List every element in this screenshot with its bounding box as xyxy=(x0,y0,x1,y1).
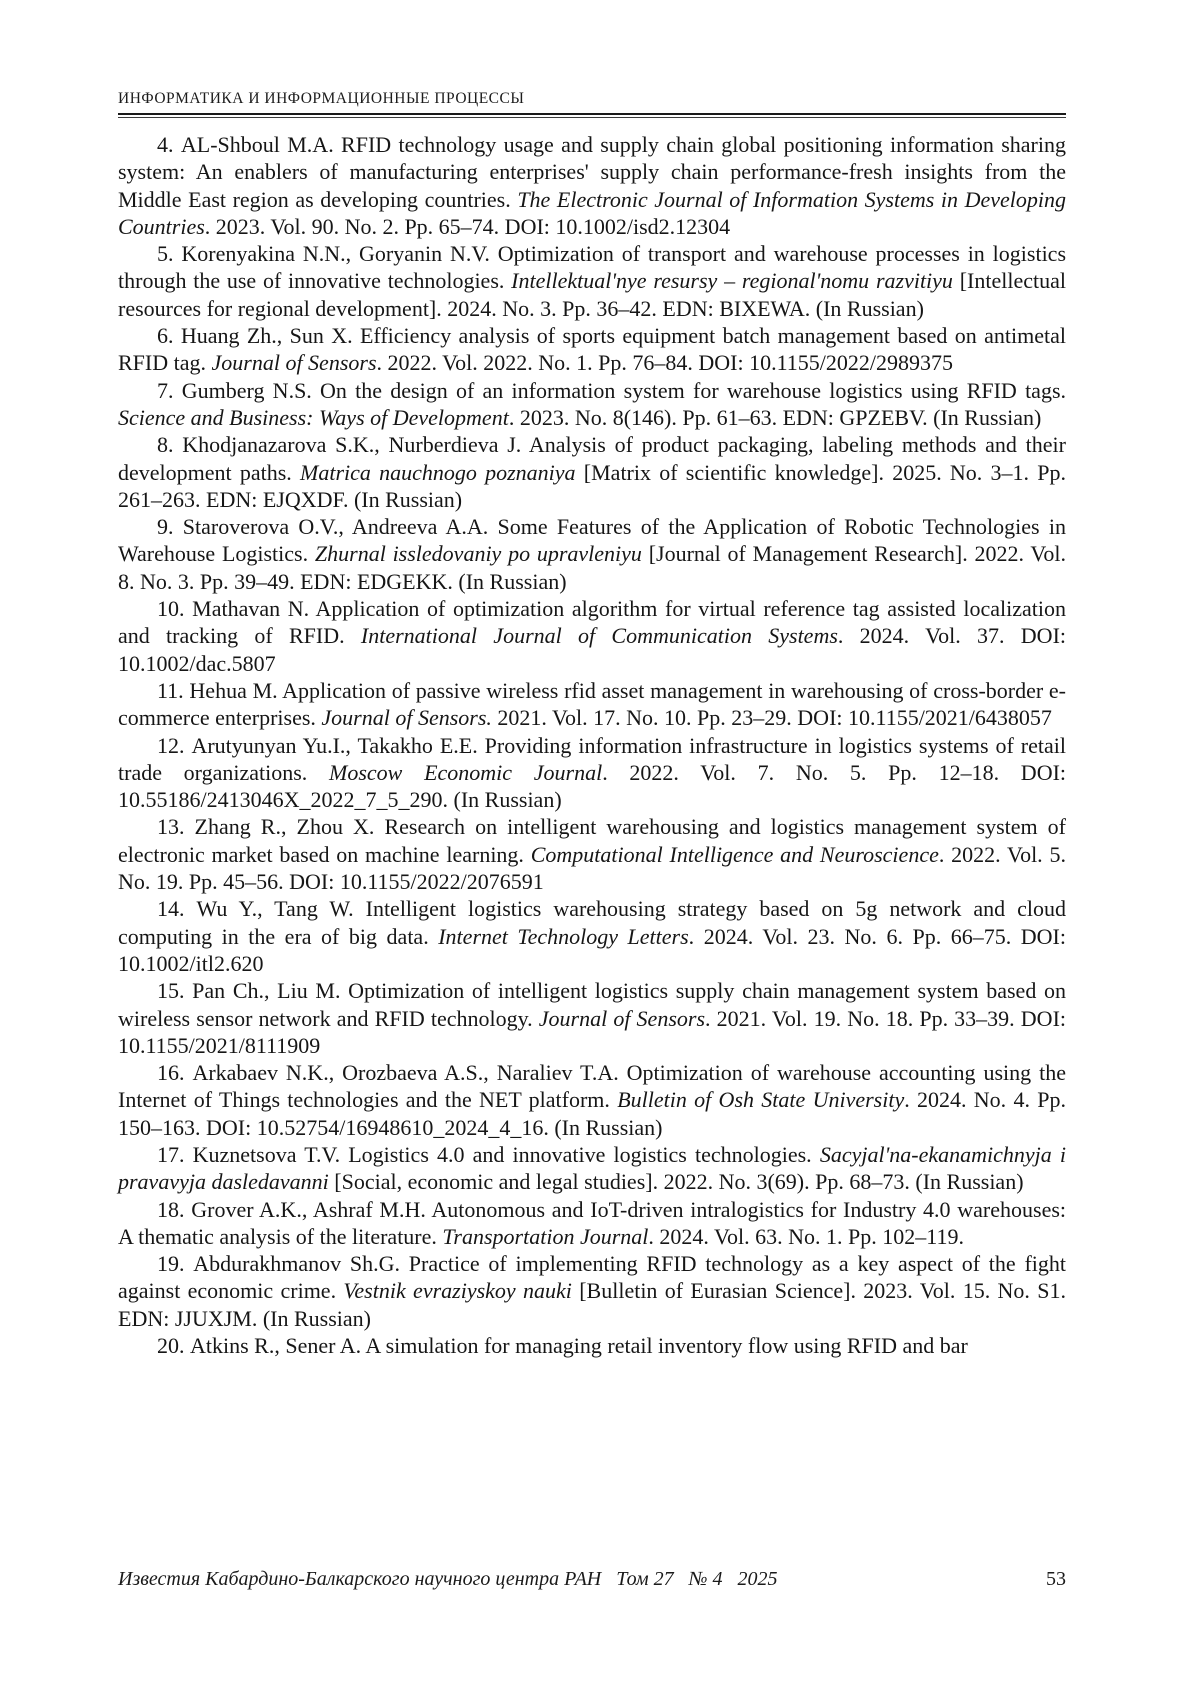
reference-text: . 2024. Vol. 63. No. 1. Pp. 102–119. xyxy=(648,1223,964,1249)
reference-text: Staroverova O.V., Andreeva A.A. Some Features of the Application of Robotic Technologies in Warehouse Logistics. xyxy=(118,514,1067,567)
journal-title: Moscow Economic Journal xyxy=(329,759,603,785)
reference-text: Arutyunyan Yu.I., Takakho E.E. Providing information infrastructure in logistics systems of retail trade organizations. xyxy=(118,732,1066,785)
reference-number: 4. xyxy=(157,132,181,157)
page-footer xyxy=(118,1568,1066,1591)
reference-number: 18. xyxy=(157,1196,192,1222)
reference-number: 12. xyxy=(157,732,192,758)
reference-text: Korenyakina N.N., Goryanin N.V. Optimization of transport and warehouse processes in logistics through the use of innovative technologies. xyxy=(118,241,1067,294)
reference-text: [Intellectual resources for regional development]. 2024. No. 3. Pp. 36–42. EDN: BIXEWA. (In Russian) xyxy=(118,268,1066,321)
reference-item xyxy=(118,431,1066,513)
reference-text: . 2024. No. 4. Pp. 150–163. DOI: 10.52754/16948610_2024_4_16. (In Russian) xyxy=(118,1087,1066,1140)
reference-text: [Matrix of scientific knowledge]. 2025. No. 3–1. Pp. 261–263. EDN: EJQXDF. (In Russian) xyxy=(118,459,1066,512)
reference-number: 6. xyxy=(157,323,181,349)
reference-number: 16. xyxy=(157,1060,193,1086)
running-header xyxy=(118,90,1066,118)
reference-text: Kuznetsova T.V. Logistics 4.0 and innovative logistics technologies. xyxy=(192,1141,820,1167)
reference-number: 15. xyxy=(157,978,193,1004)
journal-imprint: Известия Кабардино-Балкарского научного центра РАН Том 27 № 4 2025 xyxy=(118,1568,778,1590)
reference-text: [Journal of Management Research]. 2022. Vol. 8. No. 3. Pp. 39–49. EDN: EDGEKK. (In Russian) xyxy=(118,541,1066,594)
reference-number: 17. xyxy=(157,1141,193,1167)
reference-text: . 2023. No. 8(146). Pp. 61–63. EDN: GPZEBV. (In Russian) xyxy=(508,404,1042,430)
reference-text: AL-Shboul M.A. RFID technology usage and supply chain global positioning information sharing system: An enablers of manufacturing enterprises' supply chain performance-fresh insights from the Middle East region as developing countries. xyxy=(118,132,1066,212)
reference-number: 9. xyxy=(157,514,183,540)
page-number: 53 xyxy=(1046,1568,1066,1590)
reference-number: 19. xyxy=(157,1251,194,1277)
reference-text: Arkabaev N.K., Orozbaeva A.S., Naraliev T.A. Optimization of warehouse accounting using the Internet of Things technologies and the NET platform. xyxy=(118,1060,1066,1113)
reference-number: 10. xyxy=(157,596,193,622)
reference-number: 11. xyxy=(157,677,190,703)
journal-title: Matrica nauchnogo poznaniya xyxy=(300,459,576,485)
journal-title: Intellektual'nye resursy – regional'nomu razvitiyu xyxy=(511,268,953,294)
reference-number: 5. xyxy=(157,241,182,267)
reference-text: . 2021. Vol. 19. No. 18. Pp. 33–39. DOI: 10.1155/2021/8111909 xyxy=(118,1005,1067,1058)
reference-item xyxy=(118,677,1066,732)
reference-text: . 2023. Vol. 90. No. 2. Pp. 65–74. DOI: 10.1002/isd2.12304 xyxy=(204,213,731,239)
reference-text: . 2024. Vol. 23. No. 6. Pp. 66–75. DOI: 10.1002/itl2.620 xyxy=(118,923,1066,976)
reference-text: . 2022. Vol. 5. No. 19. Pp. 45–56. DOI: 10.1155/2022/2076591 xyxy=(118,841,1066,895)
journal-title: Journal of Sensors xyxy=(538,1005,706,1031)
reference-text: Abdurakhmanov Sh.G. Practice of implementing RFID technology as a key aspect of the fight against economic crime. xyxy=(118,1251,1066,1304)
journal-title: The Electronic Journal of Information Systems in Developing Countries xyxy=(118,186,1066,239)
section-title: ИНФОРМАТИКА И ИНФОРМАЦИОННЫЕ ПРОЦЕССЫ xyxy=(118,90,525,107)
reference-item xyxy=(118,240,1066,322)
reference-number: 7. xyxy=(157,377,182,403)
reference-number: 13. xyxy=(157,814,195,840)
reference-item xyxy=(118,513,1066,595)
reference-item xyxy=(118,1250,1066,1332)
reference-item xyxy=(118,1141,1066,1196)
reference-item xyxy=(118,1332,1066,1359)
reference-text: 2021. Vol. 17. No. 10. Pp. 23–29. DOI: 10.1155/2021/6438057 xyxy=(491,705,1052,731)
journal-title: Bulletin of Osh State University xyxy=(617,1087,905,1113)
reference-item xyxy=(118,813,1066,895)
reference-number: 14. xyxy=(157,896,197,922)
journal-title: Internet Technology Letters xyxy=(438,923,689,949)
reference-text: . 2024. Vol. 37. DOI: 10.1002/dac.5807 xyxy=(118,623,1067,676)
reference-text: Wu Y., Tang W. Intelligent logistics warehousing strategy based on 5g network and cloud computing in the era of big data. xyxy=(118,896,1067,949)
reference-text: . 2022. Vol. 2022. No. 1. Pp. 76–84. DOI: 10.1155/2022/2989375 xyxy=(376,350,954,376)
reference-item xyxy=(118,131,1066,240)
reference-text: Hehua M. Application of passive wireless rfid asset management in warehousing of cross-border e-commerce enterprises. xyxy=(118,677,1067,731)
journal-title: Zhurnal issledovaniy po upravleniyu xyxy=(314,541,642,567)
reference-item xyxy=(118,895,1066,977)
reference-text: Zhang R., Zhou X. Research on intelligent warehousing and logistics management system of electronic market based on machine learning. xyxy=(118,814,1066,867)
reference-text: . 2022. Vol. 7. No. 5. Pp. 12–18. DOI: 10.55186/2413046X_2022_7_5_290. (In Russian) xyxy=(118,759,1067,813)
journal-title: Computational Intelligence and Neuroscience xyxy=(530,841,939,867)
reference-item xyxy=(118,732,1066,814)
reference-text: Khodjanazarova S.K., Nurberdieva J. Analysis of product packaging, labeling methods and their development paths. xyxy=(118,432,1066,485)
reference-item xyxy=(118,377,1066,432)
journal-title: Journal of Sensors xyxy=(211,350,377,376)
reference-text: Huang Zh., Sun X. Efficiency analysis of sports equipment batch management based on antimetal RFID tag. xyxy=(118,323,1066,376)
journal-title: Vestnik evraziyskoy nauki xyxy=(343,1278,572,1304)
reference-text: Grover A.K., Ashraf M.H. Autonomous and IoT-driven intralogistics for Industry 4.0 warehouses: A thematic analysis of the literature. xyxy=(118,1196,1067,1249)
journal-title: Transportation Journal xyxy=(442,1223,649,1249)
reference-text: [Social, economic and legal studies]. 2022. No. 3(69). Pp. 68–73. (In Russian) xyxy=(328,1169,1024,1195)
references-list xyxy=(118,131,1066,1359)
reference-text: Gumberg N.S. On the design of an information system for warehouse logistics using RFID tags. xyxy=(181,377,1067,403)
reference-item xyxy=(118,977,1066,1059)
reference-text: Pan Ch., Liu M. Optimization of intelligent logistics supply chain management system based on wireless sensor network and RFID technology. xyxy=(118,978,1066,1031)
reference-text: Mathavan N. Application of optimization algorithm for virtual reference tag assisted localization and tracking of RFID. xyxy=(118,596,1066,649)
reference-item xyxy=(118,1196,1066,1251)
reference-item xyxy=(118,1059,1066,1141)
journal-title: Sacyjal'na-ekanamichnyja i pravavyja dasledavanni xyxy=(118,1141,1067,1195)
reference-item xyxy=(118,595,1066,677)
journal-title: International Journal of Communication Systems xyxy=(360,623,838,649)
reference-number: 20. xyxy=(157,1333,190,1359)
reference-text: Atkins R., Sener A. A simulation for managing retail inventory flow using RFID and bar xyxy=(190,1333,968,1359)
header-rule xyxy=(118,113,1066,118)
reference-item xyxy=(118,322,1066,377)
reference-text: [Bulletin of Eurasian Science]. 2023. Vol. 15. No. S1. EDN: JJUXJM. (In Russian) xyxy=(118,1278,1066,1331)
journal-title: Science and Business: Ways of Development xyxy=(118,404,509,430)
journal-title: Journal of Sensors. xyxy=(321,705,492,731)
reference-number: 8. xyxy=(157,432,183,458)
